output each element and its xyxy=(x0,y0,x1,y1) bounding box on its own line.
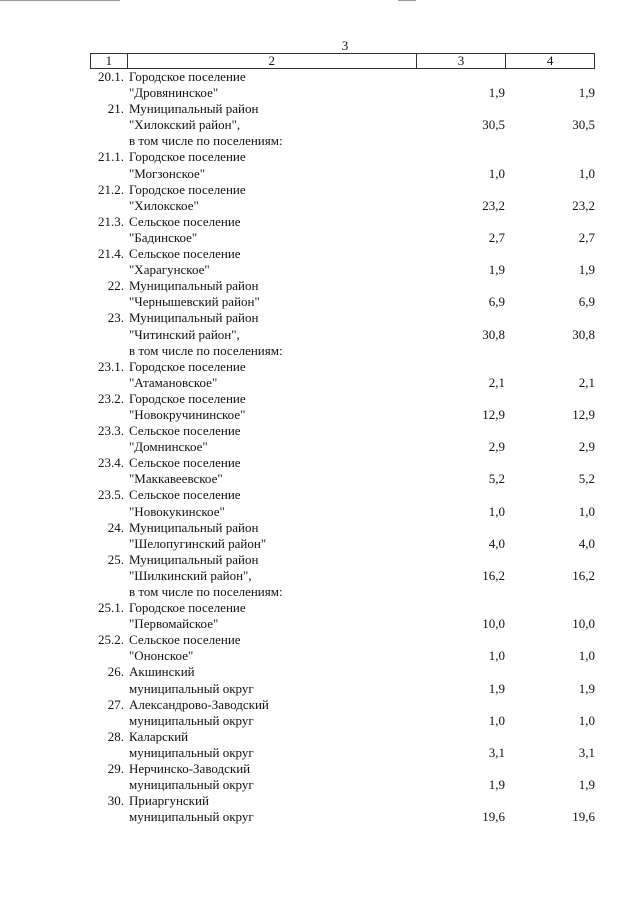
row-number: 25. xyxy=(107,551,124,567)
row-label: "Хилокский район", xyxy=(129,117,241,133)
row-value-col3: 2,1 xyxy=(488,374,505,390)
row-label: "Шелопугинский район" xyxy=(129,535,267,551)
table-row xyxy=(0,407,640,423)
row-label: "Атамановское" xyxy=(129,374,218,390)
row-label: Нерчинско-Заводский xyxy=(129,761,251,777)
table-row xyxy=(0,375,640,391)
row-value-col4: 2,9 xyxy=(578,439,595,455)
table-row xyxy=(0,117,640,133)
row-label: в том числе по поселениям: xyxy=(129,584,283,599)
row-number: 27. xyxy=(107,696,124,712)
row-value-col3: 10,0 xyxy=(482,616,505,632)
row-value-col3: 12,9 xyxy=(482,406,505,422)
row-label: "Дровянинское" xyxy=(129,85,219,101)
row-value-col4: 3,1 xyxy=(578,744,595,760)
column-header-3: 3 xyxy=(417,54,507,68)
row-number: 23.2. xyxy=(98,390,124,406)
row-label: Муниципальный район xyxy=(129,101,259,117)
row-label: "Первомайское" xyxy=(129,616,219,632)
row-number: 26. xyxy=(107,664,124,680)
row-value-col4: 1,0 xyxy=(578,648,595,664)
row-label: "Домнинское" xyxy=(129,439,208,455)
row-number: 23.1. xyxy=(98,358,124,374)
row-label: Сельское поселение xyxy=(129,246,241,262)
row-number: 29. xyxy=(107,761,124,777)
row-value-col4: 23,2 xyxy=(572,197,595,213)
table-row xyxy=(0,359,640,375)
row-label: "Шилкинский район", xyxy=(129,567,252,583)
row-label: Муниципальный район xyxy=(129,278,259,294)
table-row xyxy=(0,729,640,745)
row-number: 25.2. xyxy=(98,632,124,648)
row-value-col4: 4,0 xyxy=(578,535,595,551)
row-value-col4: 5,2 xyxy=(578,471,595,487)
row-label: Городское поселение xyxy=(129,600,246,616)
row-label: Сельское поселение xyxy=(129,632,241,648)
row-value-col3: 5,2 xyxy=(488,471,505,487)
table-row xyxy=(0,487,640,503)
column-header-2: 2 xyxy=(128,54,417,68)
row-label: муниципальный округ xyxy=(129,680,254,696)
row-label: Городское поселение xyxy=(129,390,246,406)
row-value-col4: 2,1 xyxy=(578,374,595,390)
table-row xyxy=(0,471,640,487)
row-value-col3: 6,9 xyxy=(488,294,505,310)
table-row xyxy=(0,761,640,777)
row-number: 23.5. xyxy=(98,487,124,503)
row-label: "Новокукинское" xyxy=(129,503,225,519)
table-row xyxy=(0,584,640,600)
table-row xyxy=(0,632,640,648)
row-value-col3: 1,0 xyxy=(488,648,505,664)
row-value-col4: 1,9 xyxy=(578,85,595,101)
table-row xyxy=(0,697,640,713)
table-row xyxy=(0,198,640,214)
row-number: 22. xyxy=(107,278,124,294)
row-value-col3: 1,0 xyxy=(488,712,505,728)
row-number: 21. xyxy=(107,101,124,117)
page-number: 3 xyxy=(341,38,349,53)
row-value-col4: 1,0 xyxy=(578,712,595,728)
row-label: "Новокручининское" xyxy=(129,406,246,422)
row-number: 28. xyxy=(107,728,124,744)
table-row xyxy=(0,600,640,616)
row-label: Акшинский xyxy=(129,664,195,680)
table-row xyxy=(0,294,640,310)
table-row xyxy=(0,809,640,825)
row-label: муниципальный округ xyxy=(129,712,254,728)
row-value-col4: 30,8 xyxy=(572,326,595,342)
table-row xyxy=(0,616,640,632)
row-number: 23.3. xyxy=(98,423,124,439)
row-label: Сельское поселение xyxy=(129,455,241,471)
table-row xyxy=(0,504,640,520)
row-label: Сельское поселение xyxy=(129,487,241,503)
table-row xyxy=(0,568,640,584)
row-number: 23. xyxy=(107,310,124,326)
row-label: в том числе по поселениям: xyxy=(129,133,283,149)
row-label: Городское поселение xyxy=(129,181,246,197)
row-number: 30. xyxy=(107,793,124,809)
row-value-col3: 30,5 xyxy=(482,117,505,133)
row-value-col3: 16,2 xyxy=(482,567,505,583)
row-value-col4: 1,9 xyxy=(578,262,595,278)
table-row xyxy=(0,262,640,278)
row-label: Городское поселение xyxy=(129,149,246,165)
row-label: Городское поселение xyxy=(129,69,246,84)
table-row xyxy=(0,777,640,793)
table-row xyxy=(0,101,640,117)
row-number: 21.3. xyxy=(98,213,124,229)
row-value-col3: 19,6 xyxy=(482,809,505,825)
table-row xyxy=(0,648,640,664)
table-row xyxy=(0,230,640,246)
table-row xyxy=(0,133,640,149)
table-row xyxy=(0,166,640,182)
row-value-col4: 1,9 xyxy=(578,680,595,696)
row-label: Сельское поселение xyxy=(129,423,241,439)
row-value-col3: 1,0 xyxy=(488,503,505,519)
table-row xyxy=(0,423,640,439)
table-row xyxy=(0,520,640,536)
row-label: "Читинский район", xyxy=(129,326,240,342)
table-row xyxy=(0,149,640,165)
row-value-col4: 6,9 xyxy=(578,294,595,310)
row-label: Городское поселение xyxy=(129,358,246,374)
row-value-col3: 23,2 xyxy=(482,197,505,213)
row-label: "Бадинское" xyxy=(129,229,198,245)
table-row xyxy=(0,713,640,729)
row-value-col4: 19,6 xyxy=(572,809,595,825)
row-label: Александрово-Заводский xyxy=(129,696,269,712)
row-value-col3: 1,0 xyxy=(488,165,505,181)
table-row xyxy=(0,327,640,343)
table-row xyxy=(0,536,640,552)
table-row xyxy=(0,793,640,809)
column-header-1: 1 xyxy=(91,54,128,68)
row-label: в том числе по поселениям: xyxy=(129,342,283,358)
scan-edge-mark xyxy=(0,0,120,1)
table-row xyxy=(0,455,640,471)
row-value-col3: 1,9 xyxy=(488,680,505,696)
row-label: "Ононское" xyxy=(129,648,194,664)
row-value-col4: 1,9 xyxy=(578,777,595,793)
row-value-col3: 2,9 xyxy=(488,439,505,455)
row-label: муниципальный округ xyxy=(129,744,254,760)
row-value-col3: 2,7 xyxy=(488,229,505,245)
row-value-col3: 1,9 xyxy=(488,85,505,101)
row-value-col4: 1,0 xyxy=(578,503,595,519)
row-value-col3: 30,8 xyxy=(482,326,505,342)
table-row xyxy=(0,85,640,101)
table-body xyxy=(0,69,640,825)
table-row xyxy=(0,439,640,455)
row-value-col3: 1,9 xyxy=(488,777,505,793)
row-value-col4: 12,9 xyxy=(572,406,595,422)
row-value-col3: 3,1 xyxy=(488,744,505,760)
row-value-col4: 2,7 xyxy=(578,229,595,245)
table-row xyxy=(0,391,640,407)
row-label: "Чернышевский район" xyxy=(129,294,260,310)
row-value-col3: 1,9 xyxy=(488,262,505,278)
row-number: 21.4. xyxy=(98,246,124,262)
row-label: "Хилокское" xyxy=(129,197,199,213)
table-row xyxy=(0,664,640,680)
row-label: муниципальный округ xyxy=(129,809,254,825)
table-row xyxy=(0,69,640,85)
row-number: 23.4. xyxy=(98,455,124,471)
row-value-col4: 10,0 xyxy=(572,616,595,632)
table-header xyxy=(90,53,595,69)
column-header-4: 4 xyxy=(546,53,554,68)
table-row xyxy=(0,182,640,198)
table-row xyxy=(0,681,640,697)
table-row xyxy=(0,745,640,761)
row-value-col4: 30,5 xyxy=(572,117,595,133)
row-number: 25.1. xyxy=(98,600,124,616)
row-label: Муниципальный район xyxy=(129,519,259,535)
row-value-col4: 1,0 xyxy=(578,165,595,181)
row-label: "Харагунское" xyxy=(129,262,210,278)
row-label: "Могзонское" xyxy=(129,165,206,181)
table-row xyxy=(0,343,640,359)
row-number: 21.1. xyxy=(98,149,124,165)
row-label: Сельское поселение xyxy=(129,213,241,229)
table-row xyxy=(0,310,640,326)
table-row xyxy=(0,552,640,568)
table-row xyxy=(0,246,640,262)
row-label: муниципальный округ xyxy=(129,777,254,793)
row-number: 20.1. xyxy=(98,69,124,84)
row-label: Муниципальный район xyxy=(129,551,259,567)
row-value-col3: 4,0 xyxy=(488,535,505,551)
row-value-col4: 16,2 xyxy=(572,567,595,583)
row-number: 24. xyxy=(107,519,124,535)
row-label: Муниципальный район xyxy=(129,310,259,326)
row-label: "Маккавеевское" xyxy=(129,471,223,487)
row-label: Каларский xyxy=(129,728,189,744)
scan-edge-mark xyxy=(398,0,416,1)
table-row xyxy=(0,214,640,230)
table-row xyxy=(0,278,640,294)
row-label: Приаргунский xyxy=(129,793,209,809)
row-number: 21.2. xyxy=(98,181,124,197)
